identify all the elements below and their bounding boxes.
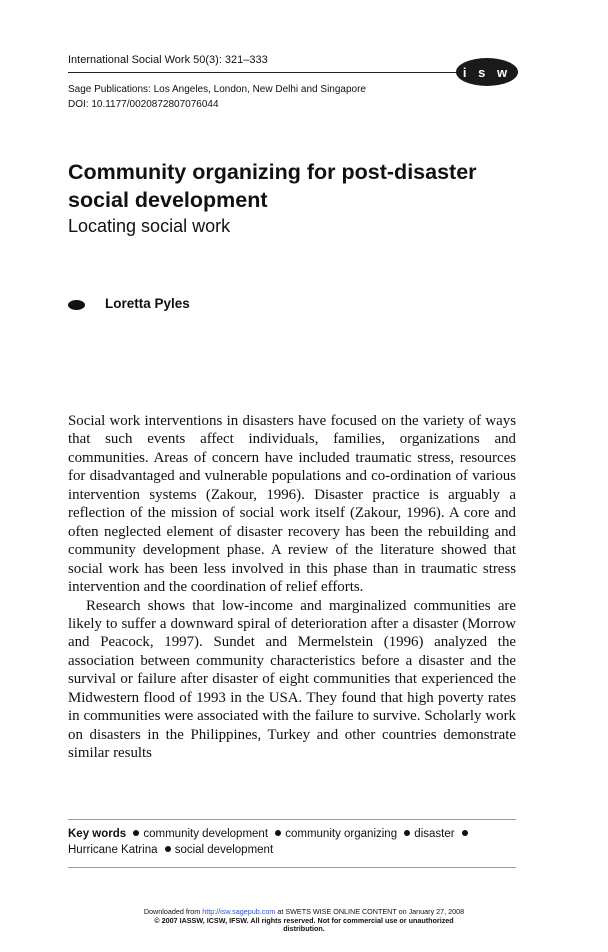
- bullet-icon: [404, 830, 410, 836]
- doi-line: DOI: 10.1177/0020872807076044: [68, 99, 219, 110]
- keyword: Hurricane Katrina: [68, 844, 158, 856]
- keyword: social development: [174, 844, 274, 856]
- bullet-icon: [133, 830, 139, 836]
- footer-copyright-end: distribution.: [283, 924, 325, 933]
- bullet-icon: [165, 846, 171, 852]
- footer-downloaded-prefix: Downloaded from: [143, 907, 201, 916]
- isw-logo: i s w: [456, 58, 518, 86]
- footer-copyright: © 2007 IASSW, ICSW, IFSW. All rights reserved. Not for commercial use or unauthorized: [154, 915, 454, 925]
- keyword: community development: [143, 828, 269, 840]
- bullet-icon: [275, 830, 281, 836]
- paragraph: Research shows that low-income and marginalized communities are likely to suffer a downward spiral of deterioration after a disaster (Morrow and Peacock, 1997). Sundet and Mermelstein (1996) analyzed the association between community characteristics before a disaster and the survival or failure after disaster of eight communities that experienced the Midwestern flood of 1993 in the USA. They found that high poverty rates in communities were associated with the failure to survive. Scholarly work on disasters in the Philippines, Turkey and other countries demonstrate similar results: [68, 597, 516, 762]
- keywords-label: Key words: [68, 828, 127, 840]
- footer-downloaded-suffix: at SWETS WISE ONLINE CONTENT on January 27, 2008: [277, 907, 465, 916]
- author-name: Loretta Pyles: [105, 296, 190, 311]
- download-footer: [0, 908, 608, 934]
- header-rule: [68, 72, 468, 73]
- publisher-line: Sage Publications: Los Angeles, London, New Delhi and Singapore: [68, 84, 366, 95]
- paragraph: Social work interventions in disasters have focused on the variety of ways that such events affect individuals, families, organizations and communities. Areas of concern have included traumatic stress, resources for disadvantaged and vulnerable populations and co-ordination of various intervention systems (Zakour, 1996). Disaster practice is arguably a reflection of the mission of social work itself (Zakour, 1996). A core and often neglected element of disaster recovery has been the rebuilding and community development phase. A review of the literature showed that social work has been less involved in this phase than in traumatic stress intervention and the coordination of relief efforts.: [68, 413, 516, 596]
- keywords-block: [68, 826, 516, 858]
- author-bullet-icon: [68, 300, 85, 310]
- journal-citation: International Social Work 50(3): 321–333: [68, 54, 268, 66]
- keyword: community organizing: [285, 828, 398, 840]
- keywords-bottom-rule: [68, 867, 516, 868]
- keyword: disaster: [414, 828, 455, 840]
- bullet-icon: [462, 830, 468, 836]
- keywords-top-rule: [68, 819, 516, 820]
- article-subtitle: Locating social work: [68, 216, 231, 236]
- footer-url-link[interactable]: http://isw.sagepub.com: [202, 907, 276, 916]
- body-text: [68, 412, 516, 763]
- article-title: Community organizing for post-disaster social development: [68, 160, 477, 212]
